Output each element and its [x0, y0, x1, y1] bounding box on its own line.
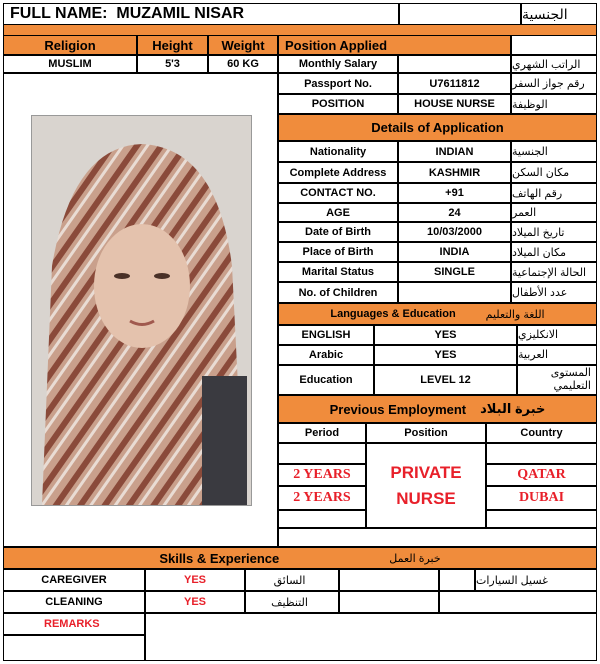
top-nationality-ar: الجنسية [521, 3, 597, 25]
detail-ar: الحالة الإجتماعية [511, 262, 597, 282]
employment-header [278, 395, 597, 423]
detail-value: 10/03/2000 [398, 222, 511, 242]
full-name: MUZAMIL NISAR [116, 5, 245, 22]
weight-header: Weight [208, 35, 278, 55]
cleaning-ar: التنظيف [245, 591, 339, 613]
remarks-label: REMARKS [3, 613, 145, 635]
emp-position-value [366, 443, 486, 528]
detail-label: No. of Children [278, 282, 398, 303]
languages-header-en: Languages & Education [330, 308, 456, 320]
emp-position-header: Position [366, 423, 486, 443]
position-ar: الوظيفة [511, 94, 597, 114]
salary-value [398, 55, 511, 73]
cleaning-value: YES [145, 591, 245, 613]
full-name-row [3, 3, 399, 25]
driver-ar: السائق [245, 569, 339, 591]
accent-strip [3, 25, 597, 35]
emp-empty-5 [278, 528, 597, 547]
language-label: Education [278, 365, 374, 395]
country-2: DUBAI [486, 486, 597, 510]
position-applied-empty [511, 35, 597, 55]
period-header: Period [278, 423, 366, 443]
weight-value: 60 KG [208, 55, 278, 73]
period-2: 2 YEARS [278, 486, 366, 510]
details-header: Details of Application [278, 114, 597, 141]
detail-ar: الجنسية [511, 141, 597, 162]
language-label: ENGLISH [278, 325, 374, 345]
period-1: 2 YEARS [278, 464, 366, 486]
detail-value: INDIAN [398, 141, 511, 162]
skills-empty-1 [339, 591, 439, 613]
employment-header-en: Previous Employment [329, 401, 467, 417]
carwash-ar: غسيل السيارات [475, 569, 597, 591]
detail-value: KASHMIR [398, 162, 511, 183]
detail-label: Nationality [278, 141, 398, 162]
language-ar: الانكليزي [517, 325, 597, 345]
skills-header-ar: خبرة العمل [389, 552, 441, 565]
height-value: 5'3 [137, 55, 208, 73]
detail-ar: عدد الأطفال [511, 282, 597, 303]
full-name-label: FULL NAME: [10, 5, 108, 22]
detail-value: INDIA [398, 242, 511, 262]
detail-label: Date of Birth [278, 222, 398, 242]
detail-label: Place of Birth [278, 242, 398, 262]
cleaning-label: CLEANING [3, 591, 145, 613]
religion-value: MUSLIM [3, 55, 137, 73]
detail-ar: مكان السكن [511, 162, 597, 183]
salary-label: Monthly Salary [278, 55, 398, 73]
detail-value [398, 282, 511, 303]
detail-label: Complete Address [278, 162, 398, 183]
emp-empty-2 [486, 443, 597, 464]
languages-header [278, 303, 597, 325]
language-value: LEVEL 12 [374, 365, 517, 395]
emp-empty-1 [278, 443, 366, 464]
position-value: HOUSE NURSE [398, 94, 511, 114]
portrait-image [32, 116, 251, 505]
remarks-value [145, 613, 597, 661]
skills-empty-2 [439, 591, 597, 613]
language-label: Arabic [278, 345, 374, 365]
passport-value: U7611812 [398, 73, 511, 94]
language-value: YES [374, 325, 517, 345]
detail-ar: تاريخ الميلاد [511, 222, 597, 242]
top-empty [399, 3, 521, 25]
detail-value: 24 [398, 203, 511, 222]
detail-label: Marital Status [278, 262, 398, 282]
passport-label: Passport No. [278, 73, 398, 94]
remarks-empty [3, 635, 145, 661]
height-header: Height [137, 35, 208, 55]
detail-ar: مكان الميلاد [511, 242, 597, 262]
emp-empty-4 [486, 510, 597, 528]
country-1: QATAR [486, 464, 597, 486]
country-header: Country [486, 423, 597, 443]
position-label: POSITION [278, 94, 398, 114]
emp-position-line1: PRIVATE [390, 462, 462, 482]
salary-ar: الراتب الشهري [511, 55, 597, 73]
skills-header-en: Skills & Experience [159, 550, 280, 566]
religion-header: Religion [3, 35, 137, 55]
detail-value: SINGLE [398, 262, 511, 282]
language-ar: المستوى التعليمي [517, 365, 597, 395]
carwash-value [439, 569, 475, 591]
detail-ar: العمر [511, 203, 597, 222]
caregiver-label: CAREGIVER [3, 569, 145, 591]
detail-ar: رقم الهاتف [511, 183, 597, 203]
detail-label: CONTACT NO. [278, 183, 398, 203]
employment-header-ar: خبرة البلاد [480, 401, 546, 416]
emp-position-line2: NURSE [396, 488, 456, 508]
driver-value [339, 569, 439, 591]
language-value: YES [374, 345, 517, 365]
position-applied-header: Position Applied [278, 35, 511, 55]
detail-value: +91 [398, 183, 511, 203]
languages-header-ar: اللغة والتعليم [485, 308, 545, 321]
detail-label: AGE [278, 203, 398, 222]
passport-ar: رقم جواز السفر [511, 73, 597, 94]
caregiver-value: YES [145, 569, 245, 591]
emp-empty-3 [278, 510, 366, 528]
skills-header [3, 547, 597, 569]
candidate-photo [31, 115, 252, 506]
language-ar: العربية [517, 345, 597, 365]
